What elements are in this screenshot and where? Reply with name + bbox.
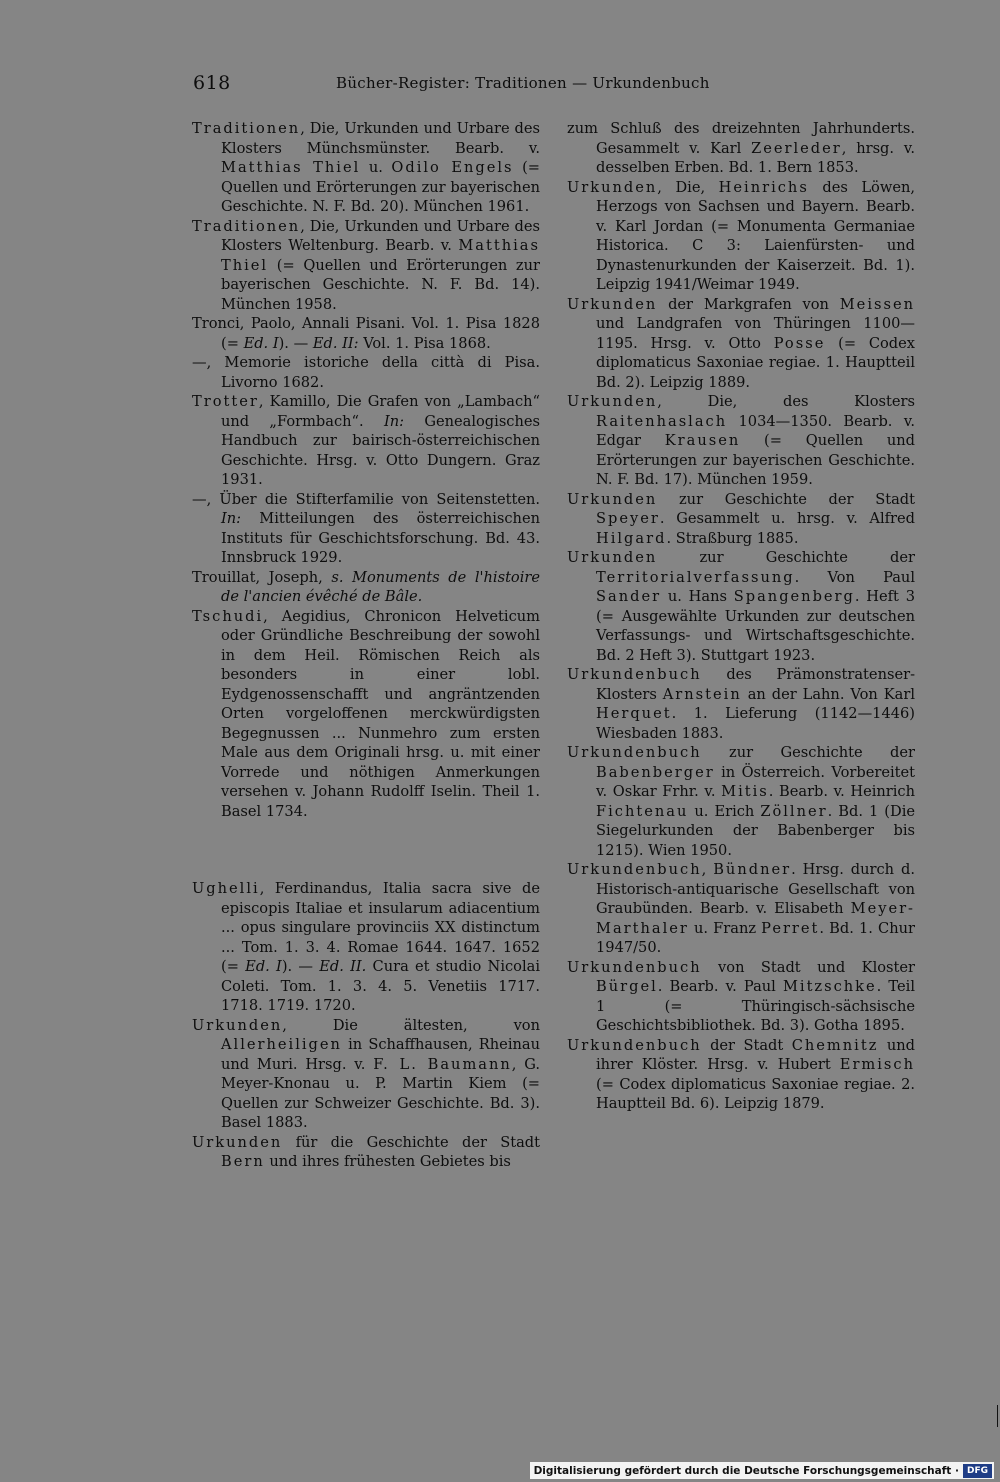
bibliography-entry [567,743,915,860]
entry-text: , Die, Urkunden und Urbare des Klosters Weltenburg. Bearb. v. [221,217,540,254]
bibliography-entry [192,119,540,217]
entry-text: , Die ältesten, von [282,1016,540,1034]
entry-text: ). — [281,958,320,975]
entry-text: , Aegidius, Chronicon Helveticum oder Gründliche Beschreibung der sowohl in dem Heil. Römischen Reich als besonders in einer lobl. Eydgenossenschafft und angräntzenden Orten vorgeloffenen merckwürdigsten Begegnussen ... Nunmehro zum ersten Male aus dem Originali hrsg. u. mit einer Vorrede und nöthigen Anmerkungen versehen v. Johann Rudolff Iselin. Theil 1. Basel 1734. [221,607,540,820]
entry-text: zur Geschichte der [701,744,915,761]
entry-keyword: Zeerleder [751,139,842,157]
entry-italic-text: Ed. I [243,334,279,352]
entry-italic-text: s. Monuments de l'histoire de l'ancien évêché de Bâle. [221,568,540,605]
entry-text: des Prämonstratenser-Klosters [596,666,915,703]
bibliography-entry [192,217,540,315]
entry-text: in Schaffhausen, Rheinau und Muri. Hrsg. v. [221,1036,540,1073]
entry-keyword: Tschudi [192,607,264,625]
entry-keyword: Bündner [713,861,792,878]
page-header [190,72,750,100]
entry-text: . Heft 3 (= Ausgewählte Urkunden zur deutschen Verfassungs- und Wirtschaftsgeschichte. Bd. 2 Heft 3). Stuttgart 1923. [596,588,915,664]
entry-keyword: Urkundenbuch [567,666,702,683]
entry-text: für die Geschichte der Stadt [282,1133,540,1151]
entry-italic-text: Ed. II: [312,334,359,352]
bibliography-entry [192,879,540,1016]
entry-text: (= Codex diplomaticus Saxoniae regiae. 2. Hauptteil Bd. 6). Leipzig 1879. [596,1075,915,1112]
bibliography-entry [567,490,915,549]
entry-text: Tronci, Paolo, Annali Pisani. Vol. 1. Pisa 1828 (= [192,315,540,352]
bibliography-entry [567,178,915,295]
entry-text: . Straßburg 1885. [666,529,799,547]
entry-keyword: Traditionen [192,217,301,235]
entry-text: Genealogisches Handbuch zur bairisch-österreichischen Geschichte. Hrsg. v. Otto Dungern. Graz 1931. [221,412,541,488]
entry-keyword: Fichtenau [596,802,689,820]
entry-keyword: Posse [773,334,826,352]
entry-text: , Kamillo, Die Grafen von „Lambach“ und „Formbach“. [221,393,540,430]
entry-text: . Von Paul [794,568,915,586]
entry-keyword: Heinrichs [718,178,809,196]
entry-text: . Gesammelt u. hrsg. v. Alfred [659,510,915,527]
entry-text: . Bd. 1. Chur 1947/50. [596,919,915,956]
bibliography-entry [192,1016,540,1133]
entry-keyword: Arnstein [662,685,742,703]
bibliography-entry [567,1036,915,1114]
entry-text: der Markgrafen von [657,295,840,313]
entry-keyword: Allerheiligen [221,1036,342,1053]
entry-keyword: Urkunden [567,490,658,508]
entry-keyword: Mitzschke [782,978,877,995]
entry-keyword: Traditionen [192,120,301,137]
entry-text: an der Lahn. Von Karl [741,685,915,703]
entry-text: —, Über die Stifterfamilie von Seitenstetten. [192,490,540,508]
entry-text: Mitteilungen des österreichischen Instituts für Geschichtsforschung. Bd. 43. Innsbruck 1929. [221,510,540,566]
entry-keyword: Perret [761,919,820,937]
entry-keyword: Raitenhaslach [596,412,728,430]
scan-edge-mark [997,1405,998,1427]
entry-keyword: Ughelli [192,880,260,897]
entry-keyword: Matthias Thiel [221,237,540,274]
entry-keyword: Meissen [839,295,915,313]
entry-keyword: Chemnitz [791,1036,879,1054]
entry-text: u. [360,159,392,176]
bibliography-entry [192,607,540,822]
entry-keyword: Urkunden [567,549,658,566]
entry-text: . 1. Lieferung (1142—1446) Wiesbaden 1883. [596,705,915,742]
entry-text: des Löwen, Herzogs von Sachsen und Bayern. Bearb. v. Karl Jordan (= Monumenta Germaniae Historica. C 3: Laienfürsten- und Dynastenurkunden der Kaiserzeit. Bd. 1). Leipzig 1941/Weimar 1949. [596,178,916,293]
entry-text: (= Quellen und Erörterungen zur bayerischen Geschichte. N. F. Bd. 20). München 1961. [221,159,541,215]
entry-text: u. Franz [688,919,762,937]
footer-bar [530,1462,994,1479]
entry-text: u. Hans [661,588,734,605]
entry-keyword: Bürgel [596,978,658,995]
bibliography-entry [567,548,915,665]
entry-keyword: Zöllner [760,802,828,820]
bibliography-entry [192,1133,540,1172]
entry-keyword: Matthias Thiel [221,159,361,176]
page-number: 618 [193,72,231,94]
left-column [192,119,540,1172]
entry-keyword: F. L. Baumann [373,1055,512,1073]
bibliography-entry [567,958,915,1036]
entry-text: , [701,861,714,878]
entry-text: . Bearb. v. Paul [657,978,783,995]
footer-credit: Digitalisierung gefördert durch die Deutsche Forschungsgemeinschaft · [533,1464,959,1477]
entry-text: , Ferdinandus, Italia sacra sive de episcopis Italiae et insularum adiacentium ... opus singulare provinciis XX distinctum ... Tom. 1. 3. 4. Romae 1644. 1647. 1652 (= [221,880,540,975]
running-head: Bücher-Register: Traditionen — Urkundenbuch [336,74,710,92]
entry-text: (= Quellen und Erörterungen zur bayerischen Geschichte. N. F. Bd. 14). München 1958. [221,256,540,313]
entry-italic-text: Ed. I [245,958,282,975]
entry-text: , Die, [657,178,719,196]
entry-keyword: Urkunden [192,1016,283,1034]
dfg-logo: DFG [963,1464,992,1478]
entry-italic-text: In: [383,412,405,430]
entry-text: . Teil 1 (= Thüringisch-sächsische Geschichtsbibliothek. Bd. 3). Gotha 1895. [596,978,915,1034]
entry-text: zur Geschichte der Stadt [657,490,915,508]
entry-keyword: Trotter [192,393,259,410]
entry-text: und Landgrafen von Thüringen 1100—1195. Hrsg. v. Otto [596,315,915,352]
entry-keyword: Urkunden [567,393,658,410]
entry-text: zur Geschichte der [657,549,915,566]
entry-keyword: Ermisch [839,1056,915,1073]
entry-keyword: Urkunden [567,295,658,313]
entry-text: der Stadt [701,1036,792,1054]
entry-keyword: Speyer [596,510,660,527]
entry-keyword: Odilo Engels [391,159,514,176]
bibliography-entry [192,392,540,490]
entry-text: und ihres frühesten Gebietes bis [264,1153,511,1170]
entry-keyword: Spangenberg [733,588,855,605]
entry-keyword: Urkunden [567,178,658,196]
entry-keyword: Krausen [664,432,741,449]
bibliography-entry [567,860,915,958]
entry-keyword: Territorialverfassung [596,568,795,586]
bibliography-entry [567,665,915,743]
bibliography-entry [192,314,540,353]
entry-text: und ihrer Klöster. Hrsg. v. Hubert [596,1036,915,1073]
entry-text: Vol. 1. Pisa 1868. [358,334,491,352]
entry-text: Cura et studio Nicolai Coleti. Tom. 1. 3. 4. 5. Venetiis 1717. 1718. 1719. 1720. [221,958,540,1014]
bibliography-entry [192,353,540,392]
bibliography-entry [567,295,915,393]
entry-keyword: Mitis [721,783,769,800]
entry-keyword: Meyer-Marthaler [596,900,915,937]
bibliography-entry [567,392,915,490]
entry-text: u. Erich [688,802,761,820]
entry-keyword: Urkunden [192,1133,283,1151]
entry-text: Trouillat, Joseph, [192,568,332,586]
entry-text: . Bearb. v. Heinrich [768,783,915,800]
entry-text: (= Codex diplomaticus Saxoniae regiae. 1. Hauptteil Bd. 2). Leipzig 1889. [596,334,915,391]
entry-keyword: Urkundenbuch [567,1036,702,1054]
entry-keyword: Hilgard [596,529,667,547]
entry-text: . Bd. 1 (Die Siegelurkunden der Babenberger bis 1215). Wien 1950. [596,802,916,859]
entry-text: 1034—1350. Bearb. v. Edgar [596,412,915,449]
entry-keyword: Sander [596,588,662,605]
entry-italic-text: Ed. II. [319,958,367,975]
entry-text: , Die, Urkunden und Urbare des Klosters Münchsmünster. Bearb. v. [221,120,540,157]
entry-text: , Die, des Klosters [657,393,915,410]
entry-keyword: Bern [221,1153,265,1170]
entry-text: —, Memorie istoriche della città di Pisa. Livorno 1682. [192,354,540,391]
bibliography-entry [192,490,540,568]
entry-text: (= Quellen und Erörterungen zur bayerischen Geschichte. N. F. Bd. 17). München 1959. [596,432,915,488]
entry-text: , hrsg. v. desselben Erben. Bd. 1. Bern 1853. [596,139,915,176]
entry-italic-text: In: [221,510,242,527]
entry-text: . Hrsg. durch d. Historisch-antiquarische Gesellschaft von Graubünden. Bearb. v. Elisabeth [596,861,916,917]
right-column [567,119,915,1114]
entry-keyword: Babenberger [596,763,715,781]
bibliography-entry [567,119,915,178]
entry-keyword: Urkundenbuch [567,958,702,976]
entry-keyword: Urkundenbuch [567,744,702,761]
entry-keyword: Herquet [596,705,672,722]
entry-text: von Stadt und Kloster [701,958,915,976]
entry-text: zum Schluß des dreizehnten Jahrhunderts. Gesammelt v. Karl [567,120,915,157]
entry-keyword: Urkundenbuch [567,861,702,878]
entry-text: in Österreich. Vorbereitet v. Oskar Frhr. v. [596,763,915,800]
entry-text: , G. Meyer-Knonau u. P. Martin Kiem (= Quellen zur Schweizer Geschichte. Bd. 3). Basel 1883. [221,1055,540,1131]
bibliography-entry [192,568,540,607]
entry-text: ). — [278,334,313,352]
